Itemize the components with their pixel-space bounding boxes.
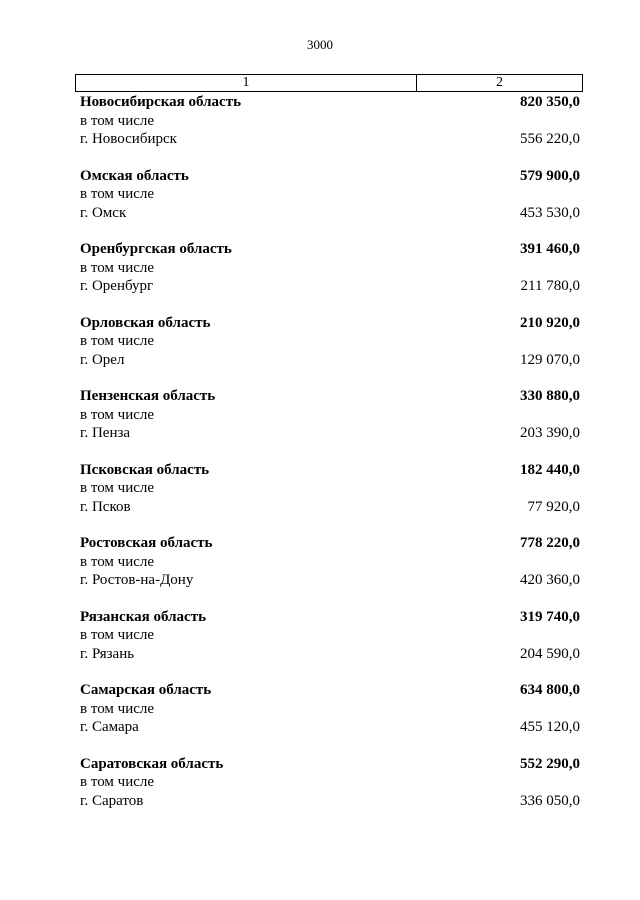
including-label: в том числе [80,259,155,276]
including-label: в том числе [80,406,155,423]
page-number: 3000 [307,37,333,52]
region-block [80,608,580,682]
region-name: Саратовская область [80,755,224,772]
city-value: 556 220,0 [520,131,580,147]
region-name: Псковская область [80,461,210,478]
city-value: 129 070,0 [520,351,580,368]
region-block [80,314,580,388]
including-label: в том числе [80,480,155,496]
city-name: г. Псков [80,498,131,515]
column-header-2: 2 [496,75,503,90]
city-name: г. Самара [80,719,139,735]
city-name: г. Рязань [80,645,135,662]
city-value: 453 530,0 [520,204,580,221]
region-total: 330 880,0 [520,388,580,404]
including-label: в том числе [80,774,155,790]
city-value: 336 050,0 [520,792,580,809]
region-block [80,534,580,608]
region-total: 552 290,0 [520,755,580,772]
city-name: г. Ростов-на-Дону [80,572,194,588]
including-label: в том числе [80,627,155,643]
region-block [80,240,580,314]
city-value: 77 920,0 [527,498,580,515]
region-name: Оренбургская область [80,241,232,257]
including-label: в том числе [80,700,155,717]
city-name: г. Саратов [80,792,144,809]
city-value: 455 120,0 [520,719,580,735]
city-value: 204 590,0 [520,645,580,662]
region-name: Самарская область [80,682,212,698]
city-name: г. Орел [80,351,125,368]
city-name: г. Новосибирск [80,131,177,147]
region-block [80,755,580,829]
region-total: 391 460,0 [520,241,580,257]
region-name: Орловская область [80,314,211,331]
region-block [80,461,580,535]
region-name: Пензенская область [80,388,216,404]
region-total: 778 220,0 [520,535,580,551]
region-name: Омская область [80,167,189,184]
region-name: Рязанская область [80,608,206,625]
city-name: г. Оренбург [80,278,154,294]
column-header-1: 1 [76,75,417,91]
table-header [75,74,583,92]
including-label: в том числе [80,553,155,570]
region-total: 319 740,0 [520,608,580,625]
region-block [80,167,580,241]
city-name: г. Пенза [80,425,131,441]
region-name: Новосибирская область [80,94,242,110]
region-total: 820 350,0 [520,94,580,110]
region-total: 210 920,0 [520,314,580,331]
city-value: 211 780,0 [520,278,580,294]
region-name: Ростовская область [80,535,213,551]
region-total: 579 900,0 [520,167,580,184]
regions-list [80,93,580,828]
including-label: в том числе [80,333,155,349]
region-total: 634 800,0 [520,682,580,698]
region-block [80,387,580,461]
city-value: 420 360,0 [520,572,580,588]
including-label: в том числе [80,112,155,129]
region-block [80,93,580,167]
including-label: в том числе [80,186,155,202]
city-value: 203 390,0 [520,425,580,441]
region-total: 182 440,0 [520,461,580,478]
region-block [80,681,580,755]
city-name: г. Омск [80,204,127,221]
